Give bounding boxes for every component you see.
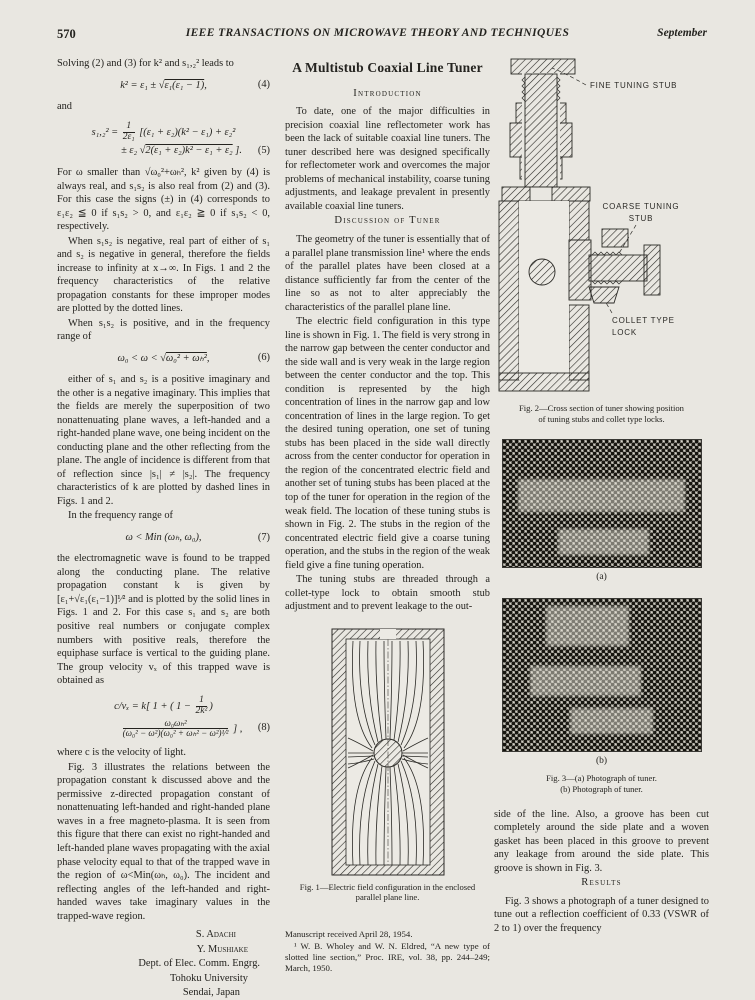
photo-a-label: (a)	[596, 572, 607, 583]
fraction-denominator: 2ε₁	[122, 131, 135, 142]
fig3-caption	[494, 773, 709, 794]
photo-tuner-a	[502, 439, 702, 568]
fig2-cross-section-drawing	[494, 55, 709, 395]
fig2-label-coarse-1: COARSE TUNING	[602, 202, 680, 211]
center-conductor	[374, 739, 402, 767]
figure-2	[494, 55, 709, 424]
left-wall	[499, 201, 519, 380]
author-affiliation: Tohoku University	[169, 972, 248, 984]
equation-number: (5)	[257, 145, 270, 157]
stub-handle	[511, 59, 575, 74]
paragraph: either of s₁ and s₂ is a positive imaginary and the other is a negative imaginary. This implies that the fields are merely the superposition of two nonattenuating plane waves, a left-handed and a right-handed plane wave, one being incident on the conducting plane and the other reflecting from the plane. The angle of incidence is different from that of reflection since |s₁| ≠ |s₂|. The frequency characteristics of k are plotted by dashed lines in Figs. 1 and 2.	[57, 374, 270, 507]
fig1-field-drawing	[327, 626, 449, 878]
equation-text: ].	[232, 145, 242, 157]
fig2-caption	[494, 403, 709, 424]
top-wall-notch	[380, 629, 396, 639]
author-name: Y. Mushiake	[196, 943, 248, 955]
bottom-wall	[499, 373, 589, 391]
paragraph: where c is the velocity of light.	[57, 747, 186, 759]
section-heading-results: Results	[581, 877, 622, 889]
collet-lock	[589, 287, 619, 303]
equation-text: ω₀ < ω <	[117, 352, 161, 364]
author-affiliation: Sendai, Japan	[182, 987, 240, 999]
paragraph: Fig. 3 illustrates the relations between the propagation constant k discussed above and the permissive z-directed propagation constant of nonattenuating left-handed and right-handed plane waves in a free magneto-plasma. It is seen from this figure that there can exist no right-handed and left-handed plane waves propagating with the axial phase velocity equal to that of the trapped wave in the region of ω<Min(ωₕ, ω₀). The incident and reflecting angles of the left-handed and right-handed waves take imaginary values in the trapped-wave region.	[57, 761, 270, 922]
fig1-caption	[285, 882, 490, 903]
paragraph: In the frequency range of	[68, 510, 174, 522]
equation-number: (4)	[257, 79, 270, 91]
caption-line: (b) Photograph of tuner.	[560, 783, 643, 794]
coarse-stub-rod	[589, 255, 647, 281]
equation-text: [(ε₁ + ε₂)(k² − ε₁) + ε₂²	[139, 126, 236, 138]
paragraph: To date, one of the major difficulties in precision coaxial line reflectometer work has been the lack of suitable coaxial line tuners. The tuner described here was designed specifically for reflectometer work and overcomes the major problems of mechanical instability, coarse tuning adjustments, and leakage prevalent in presently available coaxial line tuners.	[285, 106, 490, 212]
right-wall-upper	[569, 201, 589, 240]
caption-line: of tuning stubs and collet type locks.	[538, 413, 665, 424]
paragraph: Fig. 3 shows a photograph of a tuner designed to tune out a reflection coefficient of 0.33 (VSWR of 2 to 1) over the frequency	[494, 895, 709, 934]
photo-tuner-b	[502, 598, 702, 752]
paragraph: side of the line. Also, a groove has been cut completely around the side plate and a woven gasket has been placed in this groove to prevent any leakage from around the side plate. This groove is shown in Fig. 3.	[494, 808, 709, 874]
equation-text: ω < Min (ωₕ, ω₀),	[125, 531, 202, 543]
fraction-numerator: 1	[123, 122, 135, 133]
paragraph: For ω smaller than √ω₀²+ωₕ², k² given by (4) is always real, and s₁s₂ is also real from (2) and (3). For this case the signs (±) in (4) corresponds to ε₁ε₂ ≦ 0 if s₁s₂ > 0, and ε₁ε₂ ≧ 0 if s₁s₂ < 0, respectively.	[57, 167, 270, 233]
equation-5	[57, 122, 270, 143]
right-column	[494, 55, 709, 936]
fine-stub-stem	[525, 74, 557, 187]
photo-highlight	[546, 606, 629, 646]
photo-highlight	[558, 529, 649, 554]
equation-6: ω₀ < ω < √ω₀² + ωₕ², (6)	[117, 352, 270, 364]
photo-highlight	[530, 666, 641, 696]
equation-text: )	[209, 700, 213, 712]
paragraph: Solving (2) and (3) for k² and s₁,₂² leads to	[57, 58, 234, 69]
paragraph: The geometry of the tuner is essentially that of a parallel plane transmission line¹ where the ends of the parallel plates have been closed at a distance sufficiently far from the center of the line so as not to alter appreciably the characteristics of the parallel plane line.	[285, 234, 490, 313]
article-title: A Multistub Coaxial Line Tuner	[292, 60, 483, 75]
footnote-reference: ¹ W. B. Wholey and W. N. Eldred, “A new type of slotted line section,” Proc. IRE, vol. 38, pp. 244–249; March, 1950.	[285, 941, 490, 974]
equation-radical: 2(ε₁ + ε₂)k² − ε₁ + ε₂	[145, 145, 233, 157]
figure-1	[285, 626, 490, 903]
paragraph: When s₁s₂ is positive, and in the frequency range of	[57, 317, 270, 343]
section-heading-discussion: Discussion of Tuner	[334, 215, 441, 227]
footnote-manuscript: Manuscript received April 28, 1954.	[285, 929, 413, 940]
caption-line: parallel plane line.	[355, 892, 420, 903]
fraction-denominator: (ω₀² − ω²)(ω₀² + ωₕ² − ω²)¹⁄²	[122, 727, 229, 738]
fraction-numerator: 1	[196, 696, 208, 707]
equation-radical: ω₀² + ωₕ²	[165, 352, 207, 364]
photo-highlight	[570, 708, 653, 734]
paragraph: The electric field configuration in this type line is shown in Fig. 1. The field is very strong in the narrow gap between the center conductor and the side wall and is very weak in the large region between the center conductor and the top. This condition is represented by the high concentration of lines in the narrow gap and low concentration of lines in the large region. To get the desired tuning operation, one set of tuning stubs has been placed in the side wall directly across from the center conductor for operation in the region of the concentrated electric field and another set of tuning stubs has been placed at the top of the tuner for operation in the region of the weak field. The location of these tuning stubs is shown in Fig. 2. The stubs in the region of the concentrated electric field give a coarse tuning operation, and the stubs in the region of the weak field give a fine tuning operation.	[285, 316, 491, 571]
caption-line: Fig. 1—Electric field configuration in the enclosed	[299, 881, 476, 892]
right-wall-lower	[569, 305, 589, 380]
caption-line: Fig. 3—(a) Photograph of tuner.	[546, 773, 657, 784]
equation-text: ,	[206, 352, 210, 364]
author-affiliation: Dept. of Elec. Comm. Engrg.	[138, 958, 260, 970]
section-heading-introduction: Introduction	[353, 87, 422, 99]
equation-number: (7)	[257, 531, 270, 543]
page-number: 570	[57, 27, 76, 41]
equation-7	[57, 531, 270, 545]
equation-text: ± ε₂	[121, 145, 140, 157]
fig2-label-fine: FINE TUNING STUB	[590, 81, 678, 90]
equation-radical: ε₁(ε₁ − 1)	[164, 79, 205, 91]
body-hole	[529, 259, 555, 285]
coarse-stub-flange	[644, 245, 660, 295]
middle-column	[285, 57, 490, 974]
journal-title: IEEE TRANSACTIONS ON MICROWAVE THEORY AND TECHNIQUES	[185, 27, 570, 39]
equation-text: c/vₓ = k	[114, 700, 147, 712]
caption-line: Fig. 2—Cross section of tuner showing position	[519, 403, 684, 413]
author-name: S. Adachi	[195, 929, 236, 941]
equation-number: (6)	[257, 352, 270, 364]
equation-text: ,	[204, 79, 207, 91]
photo-b-label: (b)	[595, 755, 608, 766]
equation-text: s₁,₂² =	[91, 126, 119, 138]
left-column	[57, 57, 270, 1000]
paragraph: the electromagnetic wave is found to be trapped along the conducting plane. The relative propagation constant k is given by [ε₁+√ε₁(ε₁−1)]¹⁄² and is plotted by the solid lines in Figs. 1 and 2. For this case s₁ and s₂ are both positive real numbers or conjugate complex numbers with positive reals, therefore the equiphase surface is vertical to the guiding plane. The group velocity vₓ of this trapped wave is obtained as	[57, 553, 270, 687]
issue-month: September	[657, 27, 707, 39]
equation-4: k² = ε₁ ± √ε₁(ε₁ − 1), (4)	[120, 79, 270, 91]
equation-8	[57, 696, 270, 717]
fraction-numerator: ω₀ωₕ²	[123, 719, 229, 729]
fraction-denominator: 2k²	[195, 705, 208, 716]
fig2-label-coarse-2: STUB	[628, 214, 654, 223]
fig2-label-collet-2: LOCK	[612, 328, 637, 337]
equation-number: (8)	[257, 722, 270, 734]
paragraph: and	[57, 101, 73, 113]
fig2-label-collet-1: COLLET TYPE	[612, 316, 675, 325]
equation-text: [ 1 + ( 1 −	[146, 700, 194, 712]
equation-5-line2: ± ε₂ √2(ε₁ + ε₂)k² − ε₁ + ε₂ ]. (5)	[121, 145, 270, 157]
paragraph: The tuning stubs are threaded through a collet-type lock to obtain smooth stub adjustment and to prevent leakage to the out-	[285, 574, 490, 613]
equation-text: ] ,	[233, 722, 243, 734]
equation-text: k² = ε₁ ±	[120, 79, 159, 91]
equation-8-line2	[57, 719, 270, 739]
photo-highlight	[518, 479, 684, 512]
paragraph: When s₁s₂ is negative, real part of either of s₁ and s₂ is negative in general, therefore the fields increase to infinity at x→∞. In Figs. 1 and 2 the frequency characteristics of the relative propagation constants for these improper modes are plotted by the dotted lines.	[57, 235, 270, 315]
